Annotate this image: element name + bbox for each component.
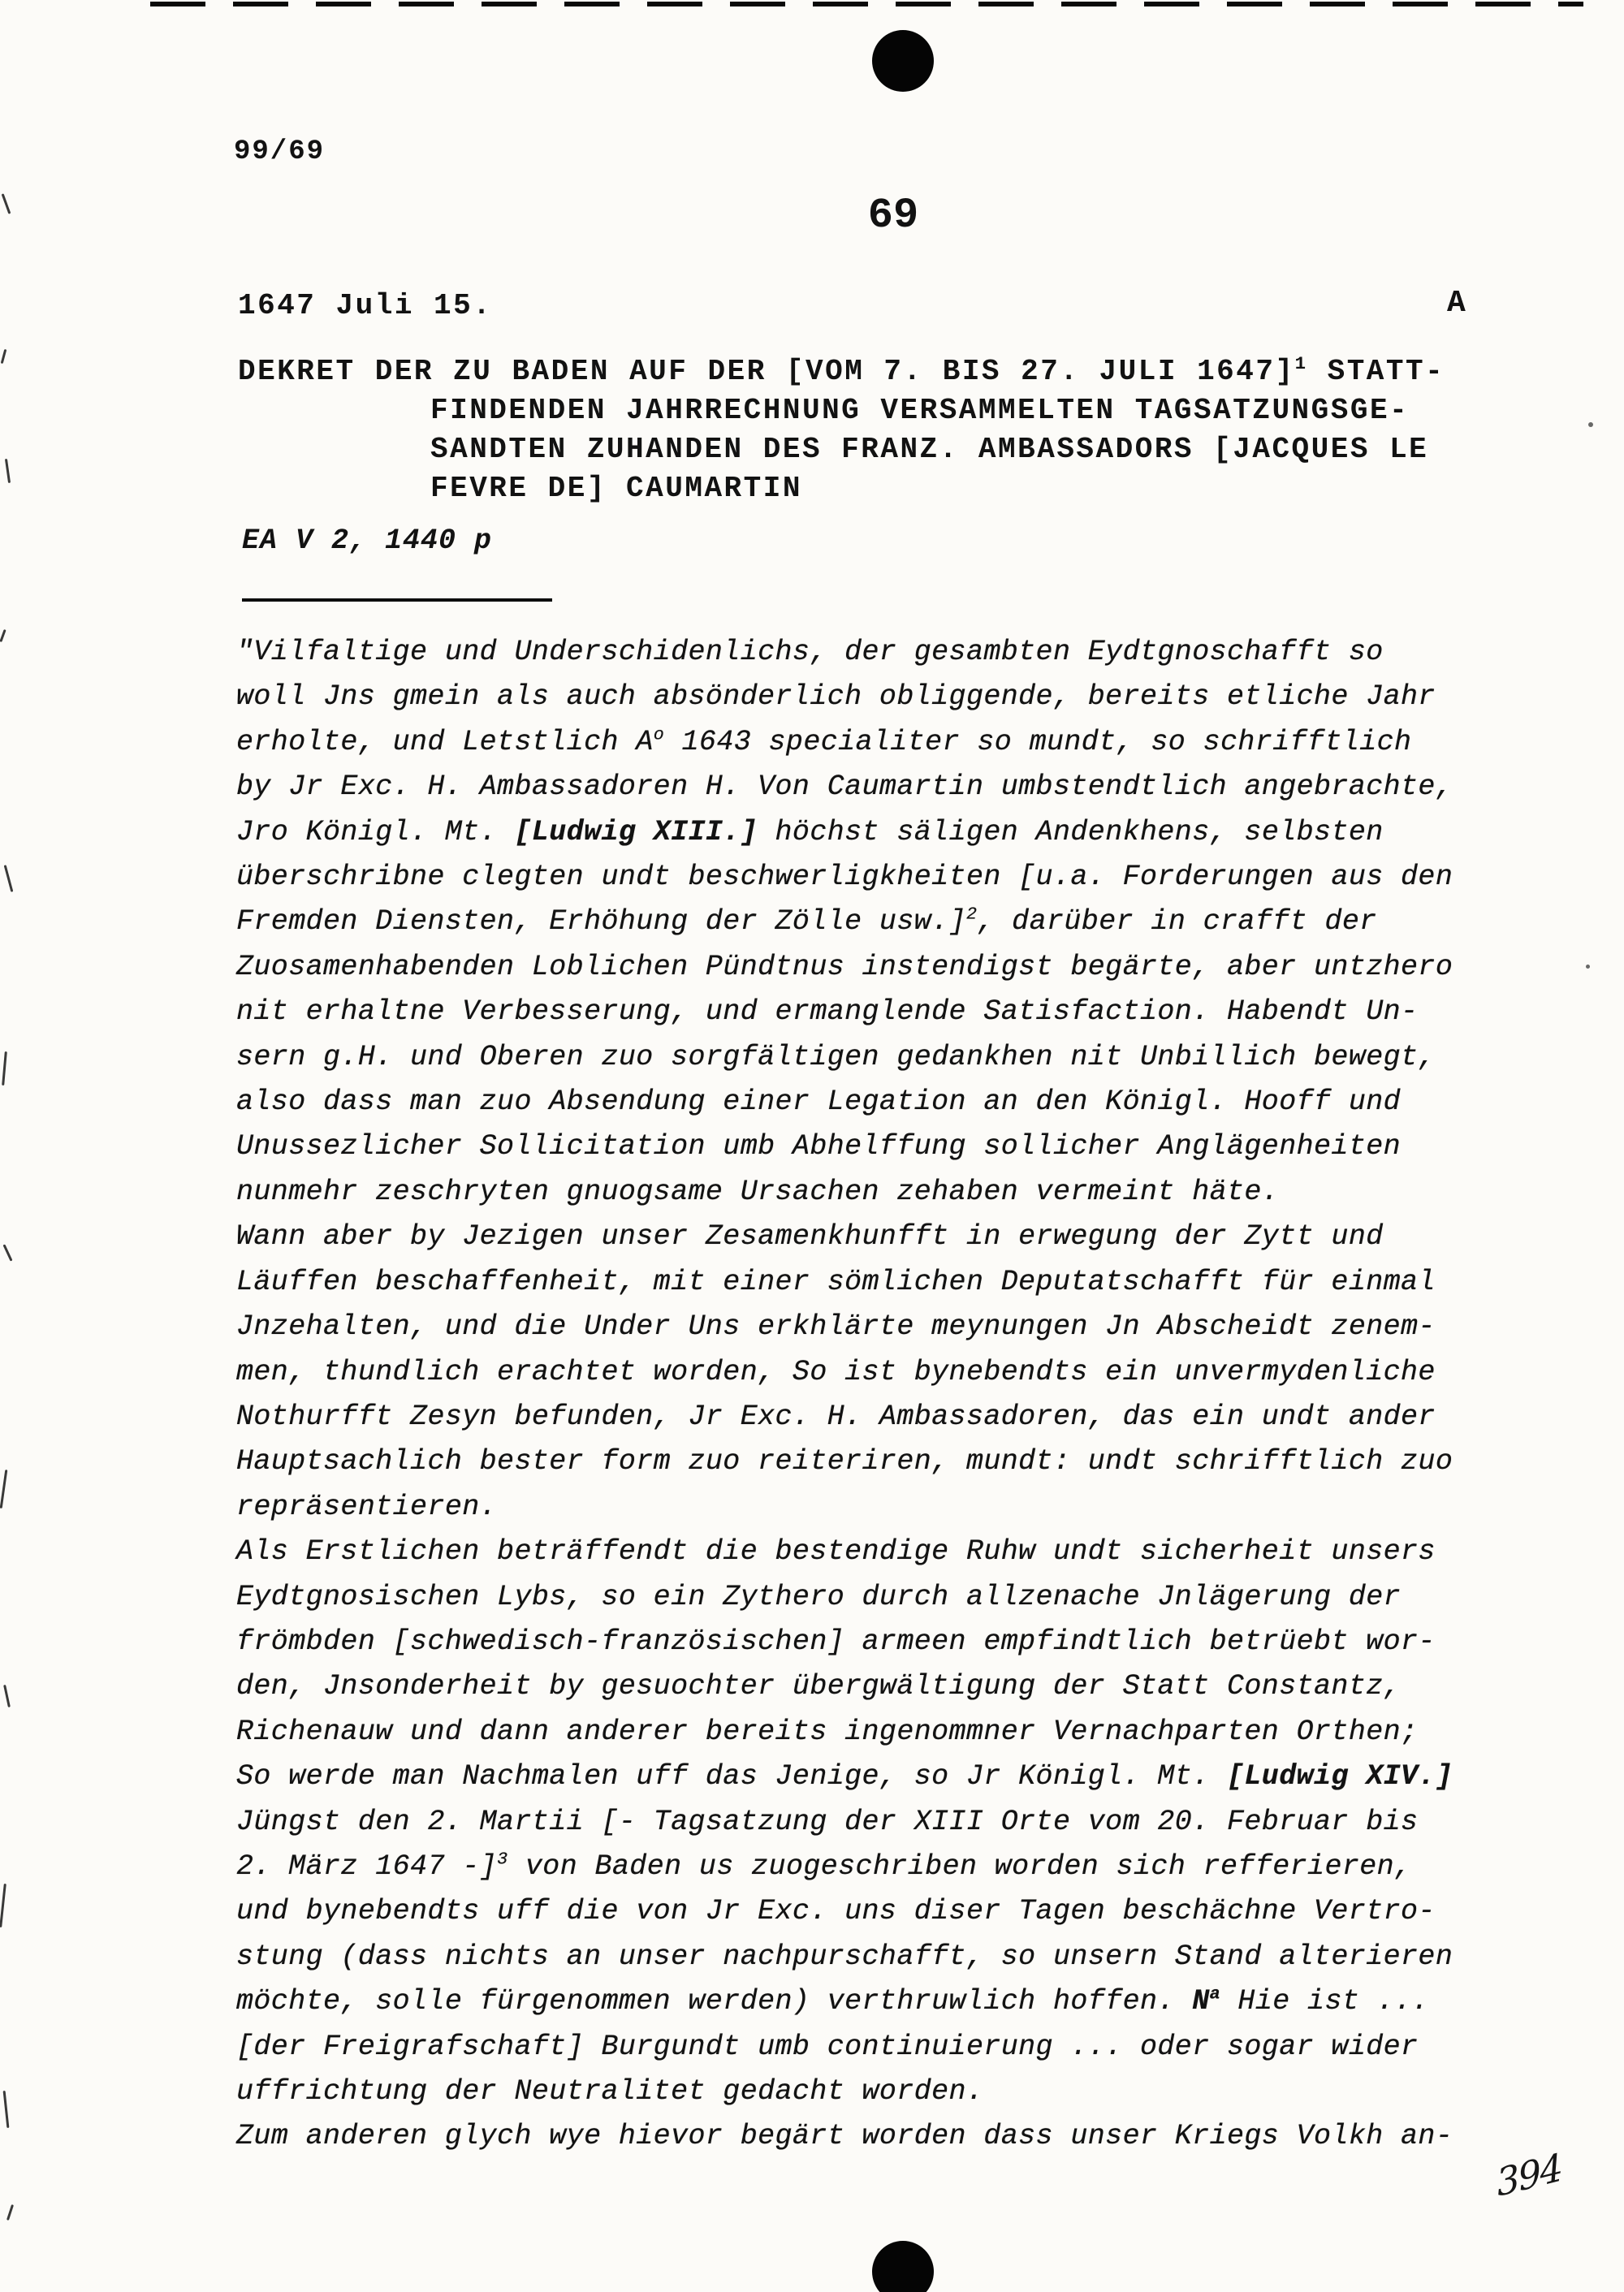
document-title	[238, 352, 1445, 508]
text-line: Als Erstlichen beträffendt die bestendige Ruhw undt sicherheit unsers	[236, 1535, 1436, 1569]
text-line: by Jr Exc. H. Ambassadoren H. Von Caumartin umbstendtlich angebrachte,	[236, 770, 1453, 804]
text-line: erholte, und Letstlich $A^o$ 1643 specialiter so mundt, so schrifftlich	[236, 724, 1412, 758]
scan-artifact-mark	[2, 193, 11, 214]
scan-artifact-mark	[0, 629, 6, 642]
text-line: FINDENDEN JAHRRECHNUNG VERSAMMELTEN TAGSATZUNGSGE-	[430, 394, 1410, 427]
text-line: uffrichtung der Neutralitet gedacht worden.	[236, 2075, 984, 2108]
document-body	[236, 630, 1552, 2160]
text-line: frömbden [schwedisch-französischen] armeen empfindtlich betrüebt wor-	[236, 1625, 1436, 1658]
printed-page-number: 69	[867, 192, 919, 240]
text-line: Zuosamenhabenden Loblichen Pündtnus instendigst begärte, aber untzhero	[236, 950, 1453, 983]
text-line: möchte, solle fürgenommen werden) verthruwlich hoffen. $N^a$ Hie ist ...	[236, 1983, 1429, 2018]
punch-hole-bottom	[872, 2241, 934, 2292]
text-line: den, Jnsonderheit by gesuochter übergwältigung der Statt Constantz,	[236, 1670, 1402, 1703]
scan-artifact-top-edge	[150, 2, 1583, 6]
text-line: men, thundlich erachtet worden, So ist bynebendts ein unvermydenliche	[236, 1355, 1436, 1388]
source-citation: EA V 2, 1440 p	[242, 524, 493, 557]
handwritten-folio-number: 394	[1494, 2144, 1564, 2206]
scan-artifact-mark	[2, 1051, 7, 1086]
date-heading: 1647 Juli 15.	[238, 289, 493, 322]
scan-artifact-mark	[6, 2204, 14, 2221]
text-line: Jüngst den 2. Martii [- Tagsatzung der XIII Orte vom 20. Februar bis	[236, 1805, 1419, 1838]
scan-artifact-mark	[5, 459, 11, 483]
text-line: stung (dass nichts an unser nachpurschafft, so unsern Stand alterieren	[236, 1940, 1453, 1973]
text-line: nit erhaltne Verbesserung, und ermanglende Satisfaction. Habendt Un-	[236, 995, 1419, 1029]
text-line: DEKRET DER ZU BADEN AUF DER [VOM 7. BIS 27. JULI 1647]$^1$ STATT-	[238, 353, 1445, 388]
text-line: überschribne clegten undt beschwerligkheiten [u.a. Forderungen aus den	[236, 861, 1453, 894]
text-line: Nothurfft Zesyn befunden, Jr Exc. H. Ambassadoren, das ein undt ander	[236, 1400, 1436, 1433]
text-line: Jnzehalten, und die Under Uns erkhlärte meynungen Jn Abscheidt zenem-	[236, 1310, 1436, 1344]
folio-letter: A	[1447, 286, 1466, 321]
text-line: nunmehr zeschryten gnuogsame Ursachen zehaben vermeint häte.	[236, 1175, 1280, 1208]
text-line: Richenauw und dann anderer bereits ingenommner Vernachparten Orthen;	[236, 1715, 1419, 1748]
scan-artifact-dot	[1588, 422, 1593, 427]
text-line: Wann aber by Jezigen unser Zesamenkhunfft in erwegung der Zytt und	[236, 1220, 1384, 1254]
text-line: FEVRE DE] CAUMARTIN	[430, 472, 802, 505]
scan-artifact-mark	[4, 865, 14, 892]
text-line: Hauptsachlich bester form zuo reiteriren, mundt: undt schrifftlich zuo	[236, 1445, 1453, 1478]
scan-artifact-dot	[1586, 965, 1590, 969]
text-line: 2. März 1647 -]$^3$ von Baden us zuogeschriben worden sich refferieren,	[236, 1849, 1412, 1883]
scan-artifact-mark	[3, 2091, 10, 2128]
punch-hole-top	[872, 30, 934, 92]
text-line: So werde man Nachmalen uff das Jenige, so Jr Königl. Mt. [Ludwig XIV.]	[236, 1760, 1453, 1793]
separator-rule	[242, 598, 552, 602]
scan-artifact-mark	[3, 1685, 11, 1707]
text-line: SANDTEN ZUHANDEN DES FRANZ. AMBASSADORS [JACQUES LE	[430, 433, 1429, 466]
text-line: Läuffen beschaffenheit, mit einer sömlichen Deputatschafft für einmal	[236, 1265, 1436, 1298]
scan-artifact-mark	[0, 1470, 7, 1509]
text-line: "Vilfaltige und Underschidenlichs, der gesambten Eydtgnoschafft so	[236, 636, 1384, 668]
text-line: Fremden Diensten, Erhöhung der Zölle usw.]$^2$, darüber in crafft der	[236, 904, 1377, 939]
text-line: Zum anderen glych wye hievor begärt worden dass unser Kriegs Volkh an-	[236, 2120, 1453, 2153]
text-line: Jro Königl. Mt. [Ludwig XIII.] höchst säligen Andenkhens, selbsten	[236, 815, 1384, 848]
text-line: Eydtgnosischen Lybs, so ein Zythero durch allzenache Jnlägerung der	[236, 1580, 1402, 1613]
text-line: sern g.H. und Oberen zuo sorgfältigen gedankhen nit Unbillich bewegt,	[236, 1040, 1436, 1073]
text-line: woll Jns gmein als auch absönderlich obliggende, bereits etliche Jahr	[236, 680, 1436, 714]
text-line: repräsentieren.	[236, 1490, 498, 1523]
text-line: also dass man zuo Absendung einer Legation an den Königl. Hooff und	[236, 1086, 1402, 1119]
scan-artifact-mark	[0, 1884, 6, 1927]
text-line: und bynebendts uff die von Jr Exc. uns diser Tagen beschächne Vertro-	[236, 1895, 1436, 1928]
archive-reference: 99/69	[234, 136, 326, 167]
scan-artifact-mark	[1, 349, 7, 364]
scan-artifact-mark	[2, 1244, 12, 1261]
text-line: Unussezlicher Sollicitation umb Abhelffung sollicher Anglägenheiten	[236, 1130, 1402, 1163]
text-line: [der Freigrafschaft] Burgundt umb continuierung ... oder sogar wider	[236, 2030, 1419, 2063]
